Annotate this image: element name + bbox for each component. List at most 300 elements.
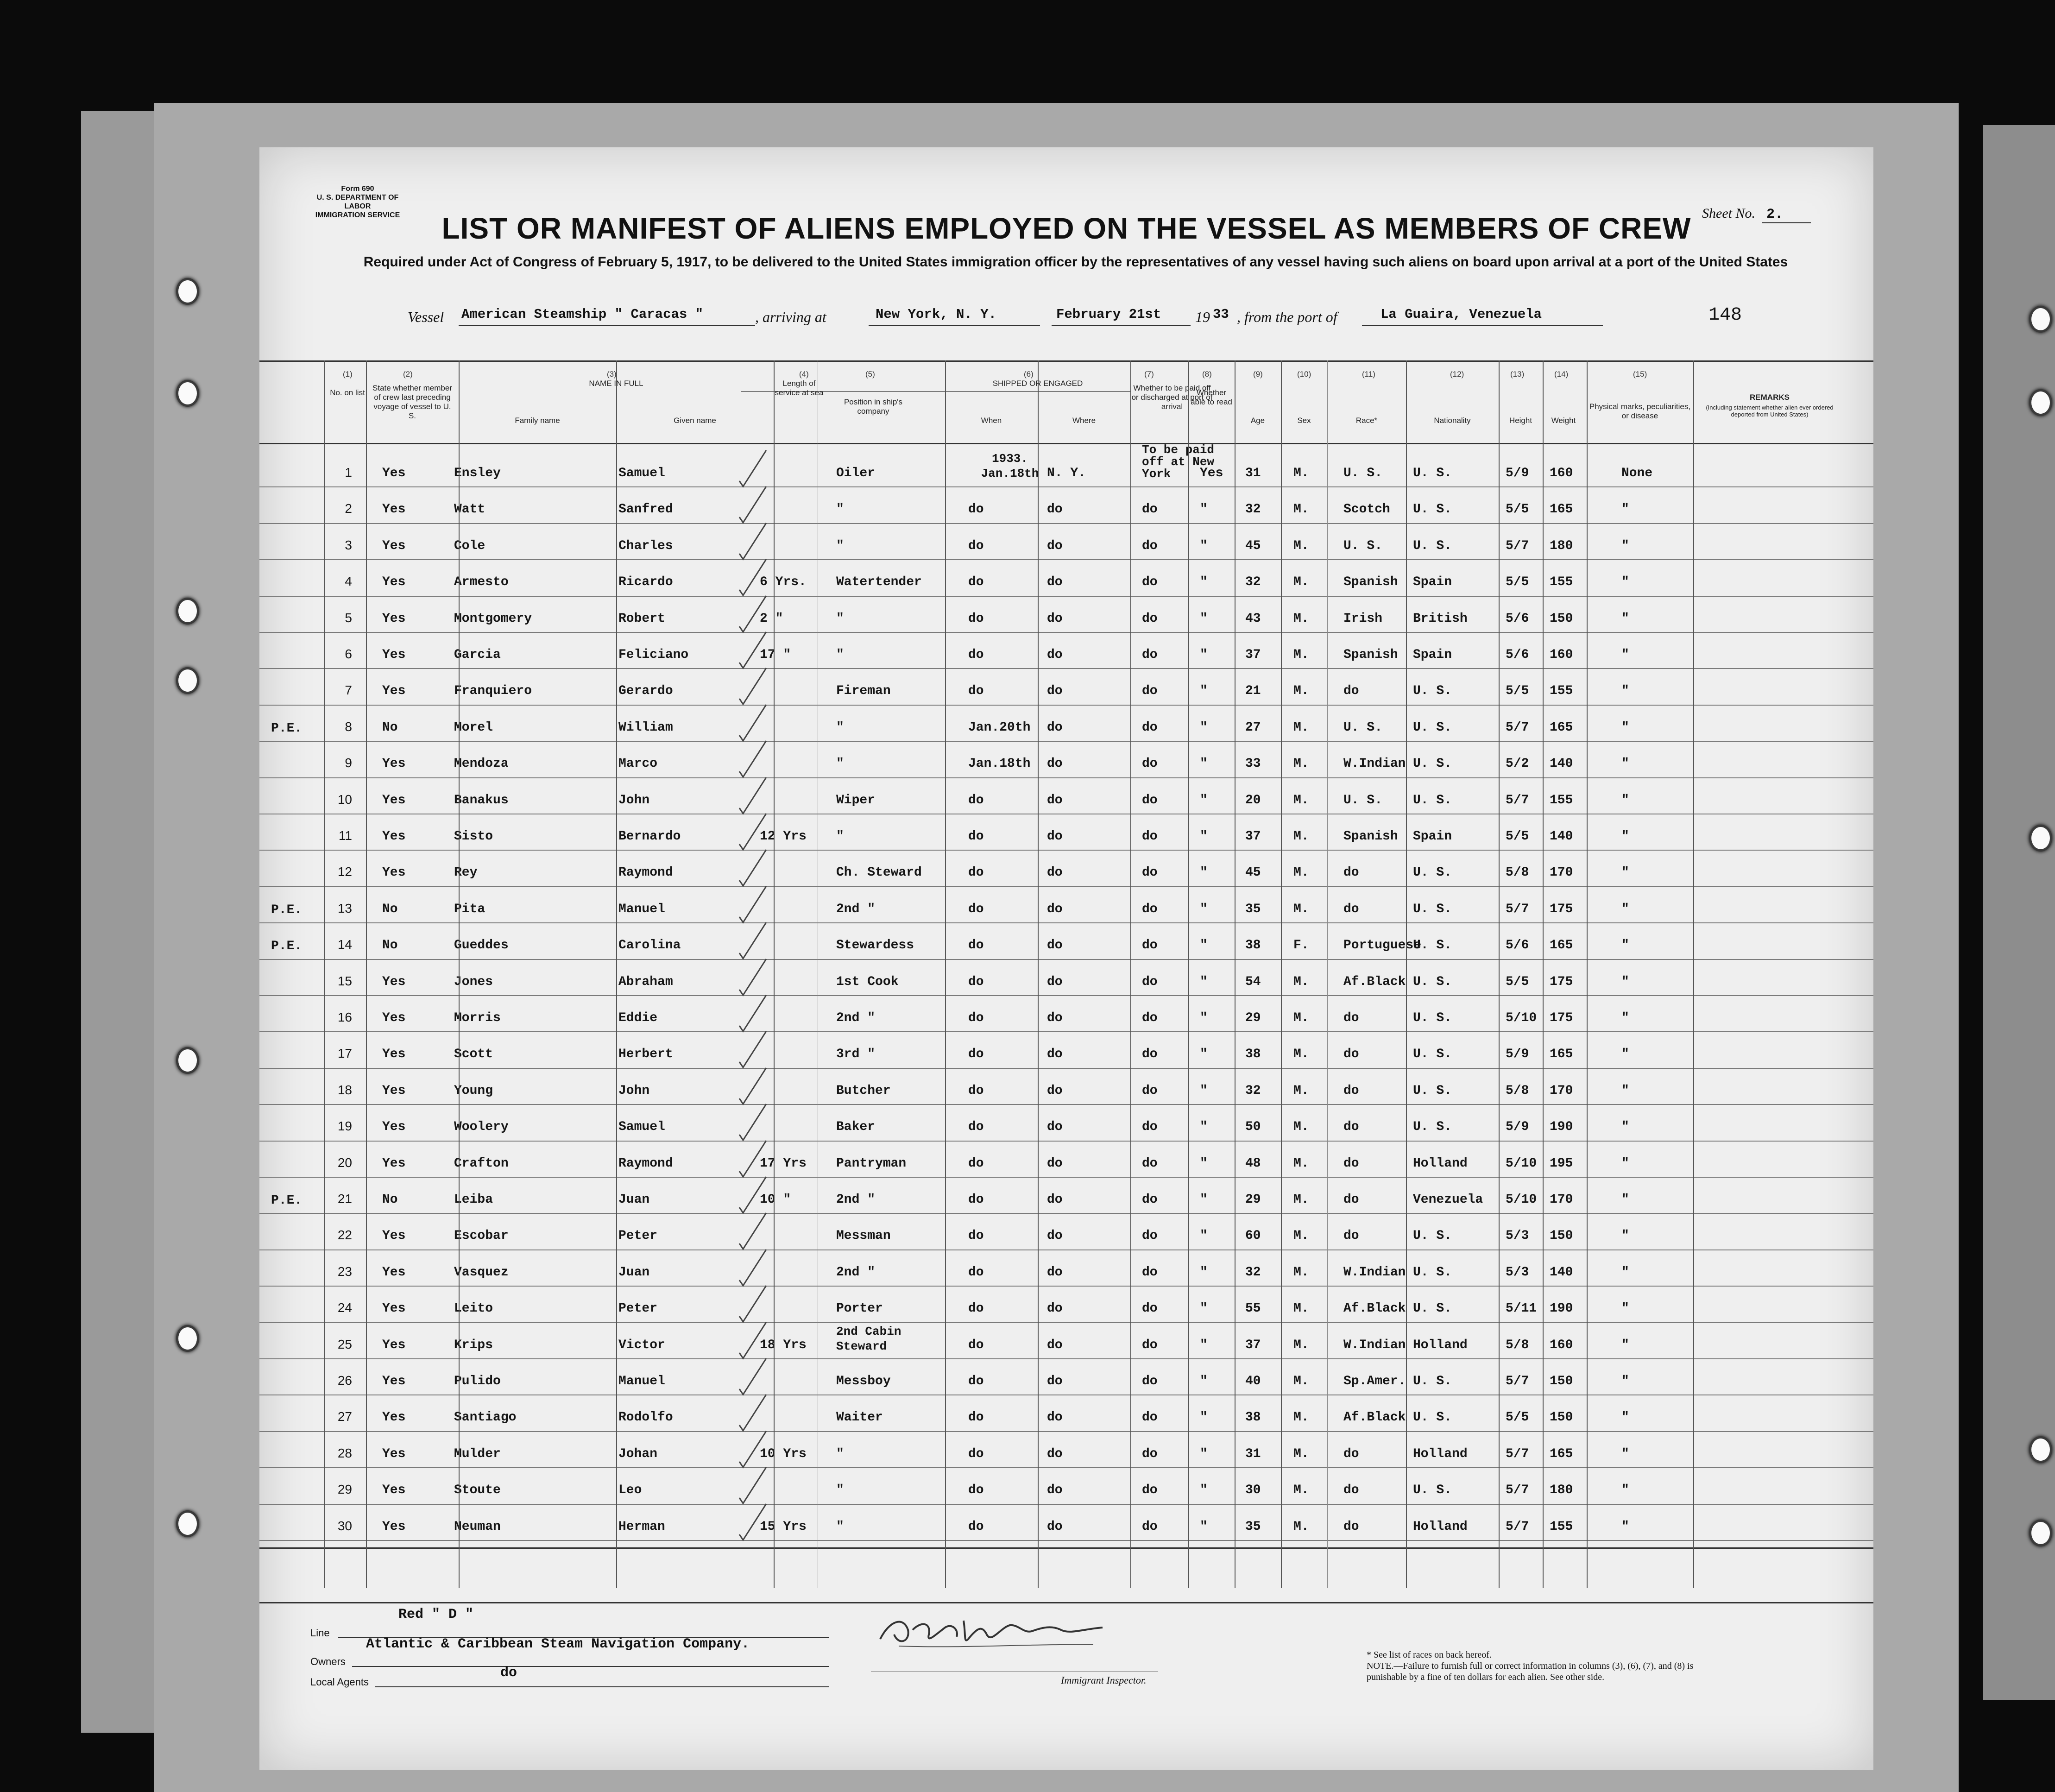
list-number: 13 — [337, 901, 352, 915]
col-race: W.Indian — [1343, 1265, 1406, 1280]
col-when: 1933. Jan.18th — [981, 452, 1039, 480]
col-family-name: Pita — [454, 902, 485, 916]
binder-hole — [176, 598, 199, 625]
col-read: " — [1200, 611, 1208, 626]
col-position: 3rd " — [836, 1047, 876, 1062]
col-height: 5/6 — [1506, 648, 1529, 662]
rule — [1052, 325, 1191, 326]
col-prev-voyage: Yes — [382, 1519, 406, 1534]
owners-label: Owners — [310, 1656, 346, 1667]
col-nationality: U. S. — [1413, 1374, 1452, 1388]
col-family-name: Cole — [454, 538, 485, 553]
col-header-list-no: No. on list — [330, 388, 365, 397]
row-rule — [259, 668, 1873, 669]
check-mark-icon — [737, 1102, 769, 1144]
col-age: 31 — [1245, 466, 1261, 480]
col-when: do — [968, 648, 984, 662]
col-marks: " — [1621, 575, 1629, 590]
col-marks: " — [1621, 1338, 1629, 1352]
col-paid-off: do — [1142, 1047, 1158, 1062]
col-header-where: Where — [1072, 416, 1096, 425]
col-prev-voyage: Yes — [382, 575, 406, 590]
col-family-name: Leiba — [454, 1193, 493, 1207]
col-sex: M. — [1293, 1519, 1309, 1534]
col-marks: " — [1621, 1083, 1629, 1098]
arriving-at: New York, N. Y. — [876, 307, 997, 322]
col-nationality: U. S. — [1413, 502, 1452, 517]
col-given-name: Samuel — [618, 1120, 665, 1135]
col-sex: M. — [1293, 1265, 1309, 1280]
col-where: do — [1047, 793, 1063, 808]
check-mark-icon — [737, 485, 769, 526]
rule — [869, 325, 1040, 326]
col-age: 29 — [1245, 1011, 1261, 1025]
col-sex: M. — [1293, 974, 1309, 989]
inspector-signature — [871, 1602, 1112, 1658]
column-rule — [1038, 360, 1039, 1588]
col-read: " — [1200, 865, 1208, 880]
col-nationality: U. S. — [1413, 902, 1452, 916]
col-when: Jan.18th — [968, 757, 1031, 771]
col-marks: " — [1621, 1047, 1629, 1062]
crew-table — [259, 360, 1873, 1588]
check-mark-icon — [737, 957, 769, 999]
row-rule — [259, 777, 1873, 778]
col-position: " — [836, 829, 844, 844]
check-mark-icon — [737, 521, 769, 563]
col-weight: 170 — [1550, 1083, 1573, 1098]
col-age: 43 — [1245, 611, 1261, 626]
list-number: 15 — [337, 973, 352, 988]
col-position: Pantryman — [836, 1156, 907, 1171]
col-position: Messman — [836, 1229, 891, 1243]
col-paid-off: do — [1142, 648, 1158, 662]
col-height: 5/7 — [1506, 538, 1529, 553]
row-rule — [259, 1467, 1873, 1468]
col-paid-off: do — [1142, 611, 1158, 626]
check-mark-icon — [737, 630, 769, 672]
binder-hole — [2029, 1520, 2052, 1546]
col-paid-off: do — [1142, 1519, 1158, 1534]
col-read: " — [1200, 1047, 1208, 1062]
col-prev-voyage: Yes — [382, 1156, 406, 1171]
col-height: 5/5 — [1506, 974, 1529, 989]
arrival-date: February 21st — [1056, 307, 1161, 322]
col-height: 5/3 — [1506, 1229, 1529, 1243]
list-number: 27 — [337, 1409, 352, 1424]
col-height: 5/7 — [1506, 1483, 1529, 1498]
col-height: 5/5 — [1506, 1410, 1529, 1425]
row-rule — [259, 1431, 1873, 1432]
col-age: 45 — [1245, 865, 1261, 880]
col-age: 45 — [1245, 538, 1261, 553]
column-rule — [616, 360, 617, 1588]
col-family-name: Morel — [454, 720, 493, 735]
check-mark-icon — [737, 921, 769, 962]
form-number: Form 690 — [341, 185, 374, 193]
col-given-name: Raymond — [618, 865, 673, 880]
col-marks: " — [1621, 720, 1629, 735]
col-age: 40 — [1245, 1374, 1261, 1388]
col-paid-off: do — [1142, 1374, 1158, 1388]
col-nationality: U. S. — [1413, 938, 1452, 953]
col-paid-off: do — [1142, 1446, 1158, 1461]
col-family-name: Scott — [454, 1047, 493, 1062]
col-given-name: John — [618, 793, 650, 808]
col-family-name: Neuman — [454, 1519, 501, 1534]
col-race: U. S. — [1343, 793, 1383, 808]
col-sex: M. — [1293, 575, 1309, 590]
col-race: do — [1343, 1120, 1359, 1135]
col-sex: M. — [1293, 1301, 1309, 1316]
col-weight: 155 — [1550, 1519, 1573, 1534]
list-number: 29 — [337, 1482, 352, 1497]
col-weight: 155 — [1550, 793, 1573, 808]
service-name: IMMIGRATION SERVICE — [315, 211, 400, 219]
col-when: do — [968, 865, 984, 880]
column-rule — [1130, 360, 1131, 1588]
col-where: do — [1047, 1338, 1063, 1352]
col-age: 37 — [1245, 1338, 1261, 1352]
col-age: 37 — [1245, 829, 1261, 844]
col-position: 2nd " — [836, 1011, 876, 1025]
col-1-number: (1) — [343, 370, 353, 379]
col-nationality: Spain — [1413, 575, 1452, 590]
col-given-name: Rodolfo — [618, 1410, 673, 1425]
col-header-race: Race* — [1355, 416, 1378, 425]
col-prev-voyage: Yes — [382, 1338, 406, 1352]
col-service: 15 Yrs — [760, 1519, 807, 1534]
col-nationality: U. S. — [1413, 538, 1452, 553]
col-paid-off: do — [1142, 1410, 1158, 1425]
col-weight: 140 — [1550, 757, 1573, 771]
col-paid-off: do — [1142, 1193, 1158, 1207]
col-family-name: Franquiero — [454, 684, 532, 699]
col-age: 48 — [1245, 1156, 1261, 1171]
col-age: 32 — [1245, 502, 1261, 517]
col-where: do — [1047, 720, 1063, 735]
check-mark-icon — [737, 1175, 769, 1217]
col-where: do — [1047, 1374, 1063, 1388]
col-marks: " — [1621, 684, 1629, 699]
col-weight: 190 — [1550, 1120, 1573, 1135]
row-rule — [259, 1141, 1873, 1142]
col-given-name: Leo — [618, 1483, 642, 1498]
col-where: do — [1047, 974, 1063, 989]
col-weight: 165 — [1550, 1047, 1573, 1062]
col-position: Butcher — [836, 1083, 891, 1098]
col-family-name: Woolery — [454, 1120, 509, 1135]
table-top-rule — [259, 360, 1873, 362]
col-nationality: Holland — [1413, 1338, 1468, 1352]
col-position: Stewardess — [836, 938, 914, 953]
col-weight: 165 — [1550, 502, 1573, 517]
list-number: 18 — [337, 1082, 352, 1097]
col-6-number: (6) — [1024, 370, 1034, 379]
col-read: " — [1200, 1374, 1208, 1388]
col-given-name: Samuel — [618, 466, 665, 480]
col-paid-off: do — [1142, 974, 1158, 989]
col-race: Spanish — [1343, 648, 1398, 662]
col-weight: 155 — [1550, 684, 1573, 699]
col-paid-off: do — [1142, 1083, 1158, 1098]
col-given-name: Robert — [618, 611, 665, 626]
col-position: " — [836, 611, 844, 626]
col-when: do — [968, 1011, 984, 1025]
col-prev-voyage: Yes — [382, 1120, 406, 1135]
right-backing-sheet — [1983, 125, 2055, 1700]
col-given-name: Charles — [618, 538, 673, 553]
binder-hole — [176, 667, 199, 694]
rule — [1362, 325, 1603, 326]
col-sex: M. — [1293, 1374, 1309, 1388]
col-sex: M. — [1293, 1483, 1309, 1498]
col-age: 38 — [1245, 938, 1261, 953]
col-read: " — [1200, 1446, 1208, 1461]
col-prev-voyage: Yes — [382, 974, 406, 989]
col-marks: " — [1621, 611, 1629, 626]
check-mark-icon — [737, 1139, 769, 1180]
col-paid-off: do — [1142, 1156, 1158, 1171]
col-weight: 180 — [1550, 538, 1573, 553]
col-race: do — [1343, 1047, 1359, 1062]
col-sex: M. — [1293, 502, 1309, 517]
col-read: " — [1200, 720, 1208, 735]
col-race: do — [1343, 1156, 1359, 1171]
col-13-number: (13) — [1510, 370, 1525, 379]
col-height: 5/11 — [1506, 1301, 1537, 1316]
check-mark-icon — [737, 594, 769, 636]
agents-value: do — [500, 1665, 517, 1681]
col-nationality: U. S. — [1413, 1483, 1452, 1498]
row-rule — [259, 559, 1873, 560]
col-12-number: (12) — [1450, 370, 1464, 379]
col-paid-off: do — [1142, 575, 1158, 590]
col-weight: 175 — [1550, 1011, 1573, 1025]
col-service: 18 Yrs — [760, 1338, 807, 1352]
col-age: 38 — [1245, 1410, 1261, 1425]
list-number: 17 — [337, 1046, 352, 1061]
col-where: do — [1047, 865, 1063, 880]
col-where: do — [1047, 1047, 1063, 1062]
col-when: do — [968, 611, 984, 626]
col-family-name: Krips — [454, 1338, 493, 1352]
col-sex: M. — [1293, 757, 1309, 771]
col-race: do — [1343, 1229, 1359, 1243]
col-paid-off: do — [1142, 938, 1158, 953]
col-marks: " — [1621, 1011, 1629, 1025]
list-number: 10 — [337, 792, 352, 807]
col-given-name: Juan — [618, 1265, 650, 1280]
col-when: do — [968, 1519, 984, 1534]
row-rule — [259, 1031, 1873, 1032]
col-paid-off: do — [1142, 829, 1158, 844]
col-service: 2 " — [760, 611, 783, 626]
col-14-number: (14) — [1554, 370, 1569, 379]
col-weight: 155 — [1550, 575, 1573, 590]
col-service: 6 Yrs. — [760, 575, 807, 590]
col-prev-voyage: Yes — [382, 1446, 406, 1461]
col-weight: 195 — [1550, 1156, 1573, 1171]
col-paid-off: do — [1142, 720, 1158, 735]
col-position: " — [836, 648, 844, 662]
col-marks: " — [1621, 1301, 1629, 1316]
col-height: 5/5 — [1506, 575, 1529, 590]
col-8-number: (8) — [1202, 370, 1212, 379]
col-race: Af.Black — [1343, 974, 1406, 989]
check-mark-icon — [737, 776, 769, 817]
col-9-number: (9) — [1253, 370, 1263, 379]
col-paid-off: do — [1142, 1229, 1158, 1243]
col-weight: 140 — [1550, 1265, 1573, 1280]
col-header-remarks-note: (Including statement whether alien ever ordered deported from United States) — [1706, 404, 1834, 418]
col-weight: 170 — [1550, 1193, 1573, 1207]
col-marks: None — [1621, 466, 1653, 480]
col-height: 5/8 — [1506, 1083, 1529, 1098]
col-family-name: Armesto — [454, 575, 509, 590]
col-sex: M. — [1293, 648, 1309, 662]
col-read: " — [1200, 684, 1208, 699]
check-mark-icon — [737, 993, 769, 1035]
col-position: Waiter — [836, 1410, 883, 1425]
column-rule — [1693, 360, 1694, 1588]
sheet-number-value: 2. — [1762, 207, 1811, 223]
col-age: 38 — [1245, 1047, 1261, 1062]
col-nationality: U. S. — [1413, 1083, 1452, 1098]
col-nationality: Venezuela — [1413, 1193, 1483, 1207]
rule — [375, 1686, 829, 1687]
col-family-name: Watt — [454, 502, 485, 517]
col-where: do — [1047, 1229, 1063, 1243]
list-number: 12 — [337, 864, 352, 879]
col-where: do — [1047, 575, 1063, 590]
col-when: do — [968, 1193, 984, 1207]
column-rule — [324, 360, 325, 1588]
col-nationality: U. S. — [1413, 466, 1452, 480]
col-given-name: Manuel — [618, 902, 665, 916]
col-7-number: (7) — [1144, 370, 1154, 379]
col-header-read: Whether able to read — [1191, 388, 1232, 406]
col-header-given-name: Given name — [674, 416, 716, 425]
list-number: 20 — [337, 1155, 352, 1170]
col-weight: 160 — [1550, 466, 1573, 480]
col-when: do — [968, 793, 984, 808]
col-marks: " — [1621, 757, 1629, 771]
column-rule — [366, 360, 367, 1588]
check-mark-icon — [737, 703, 769, 745]
agents-label: Local Agents — [310, 1676, 369, 1688]
col-family-name: Jones — [454, 974, 493, 989]
col-paid-off: do — [1142, 865, 1158, 880]
col-family-name: Mulder — [454, 1446, 501, 1461]
col-read: " — [1200, 902, 1208, 916]
col-marks: " — [1621, 1410, 1629, 1425]
check-mark-icon — [737, 884, 769, 926]
col-prev-voyage: Yes — [382, 757, 406, 771]
line-value: Red " D " — [398, 1607, 474, 1622]
col-when: do — [968, 1156, 984, 1171]
check-mark-icon — [737, 812, 769, 853]
col-marks: " — [1621, 974, 1629, 989]
col-position: Messboy — [836, 1374, 891, 1388]
col-age: 29 — [1245, 1193, 1261, 1207]
col-height: 5/9 — [1506, 466, 1529, 480]
fine-note: NOTE.—Failure to furnish full or correct information in columns (3), (6), (7), and (8) is punishable by a fine of ten dollars for each alien. See other side. — [1367, 1661, 1694, 1682]
col-position: Oiler — [836, 466, 876, 480]
col-header-family-name: Family name — [515, 416, 560, 425]
col-family-name: Leito — [454, 1301, 493, 1316]
row-rule — [259, 995, 1873, 996]
col-height: 5/8 — [1506, 865, 1529, 880]
col-given-name: Feliciano — [618, 648, 689, 662]
col-nationality: U. S. — [1413, 1229, 1452, 1243]
rule — [459, 325, 755, 326]
col-read: " — [1200, 1519, 1208, 1534]
col-header-when: When — [981, 416, 1002, 425]
col-nationality: U. S. — [1413, 1011, 1452, 1025]
list-number: 1 — [345, 465, 352, 480]
line-label: Line — [310, 1627, 330, 1639]
col-race: do — [1343, 1011, 1359, 1025]
col-race: Irish — [1343, 611, 1383, 626]
col-race: U. S. — [1343, 466, 1383, 480]
col-nationality: U. S. — [1413, 1047, 1452, 1062]
col-sex: M. — [1293, 538, 1309, 553]
col-paid-off: do — [1142, 1265, 1158, 1280]
col-when: do — [968, 974, 984, 989]
col-age: 20 — [1245, 793, 1261, 808]
check-mark-icon — [737, 739, 769, 781]
col-age: 32 — [1245, 575, 1261, 590]
list-number: 6 — [345, 647, 352, 661]
col-height: 5/5 — [1506, 684, 1529, 699]
col-marks: " — [1621, 538, 1629, 553]
col-where: do — [1047, 1446, 1063, 1461]
col-header-remarks: REMARKS — [1750, 393, 1790, 402]
col-paid-off: do — [1142, 793, 1158, 808]
col-height: 5/8 — [1506, 1338, 1529, 1352]
check-mark-icon — [737, 1465, 769, 1507]
col-race: Af.Black — [1343, 1410, 1406, 1425]
col-sex: M. — [1293, 611, 1309, 626]
col-marks: " — [1621, 1120, 1629, 1135]
col-11-number: (11) — [1362, 370, 1375, 379]
col-header-shipped: SHIPPED OR ENGAGED — [992, 379, 1083, 388]
col-position: 2nd " — [836, 1265, 876, 1280]
col-given-name: Peter — [618, 1301, 658, 1316]
col-nationality: Spain — [1413, 648, 1452, 662]
col-age: 30 — [1245, 1483, 1261, 1498]
binder-hole — [2029, 1436, 2052, 1463]
row-rule — [259, 1322, 1873, 1323]
col-marks: " — [1621, 1156, 1629, 1171]
col-age: 50 — [1245, 1120, 1261, 1135]
col-marks: " — [1621, 1229, 1629, 1243]
col-paid-off: do — [1142, 1338, 1158, 1352]
col-weight: 160 — [1550, 1338, 1573, 1352]
col-sex: M. — [1293, 466, 1309, 480]
col-where: do — [1047, 1011, 1063, 1025]
table-bottom-rule — [259, 1547, 1873, 1549]
row-rule — [259, 523, 1873, 524]
col-read: " — [1200, 1410, 1208, 1425]
check-mark-icon — [737, 1357, 769, 1398]
col-5-number: (5) — [865, 370, 875, 379]
col-sex: M. — [1293, 1156, 1309, 1171]
col-position: Ch. Steward — [836, 865, 922, 880]
col-nationality: U. S. — [1413, 1301, 1452, 1316]
col-weight: 175 — [1550, 902, 1573, 916]
